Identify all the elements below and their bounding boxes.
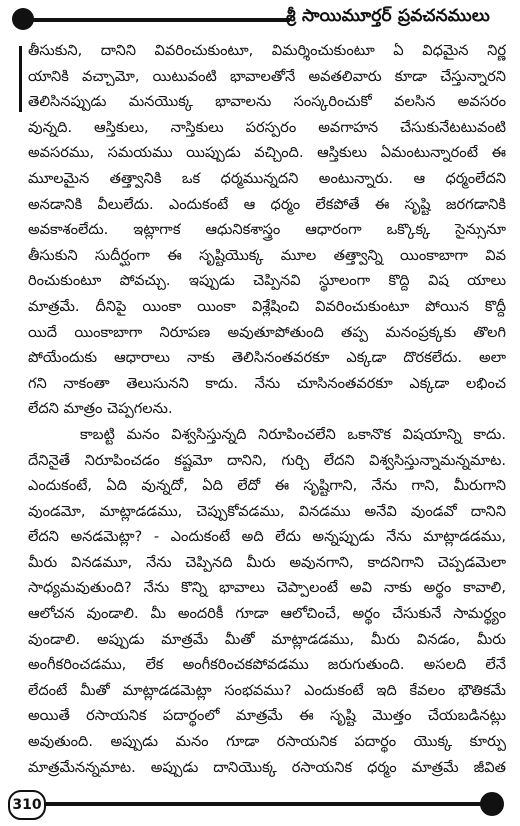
body-text: [28, 38, 506, 780]
text-line: అవుతుంది. అప్పుడు మనం గూడా రసాయనిక పదార్థం యొక్క కూర్పు: [28, 733, 506, 751]
text-line: లేదని మాత్రం చెప్పగలను.: [28, 400, 173, 418]
header-rule: [28, 18, 290, 22]
text-line: అవకాశంలేదు. ఇట్లాగాక ఆధునికశాస్త్రం ఆధారంగా ఒక్కొక్క సైన్సునూ: [28, 221, 506, 239]
text-line: తీసుకుని సుదీర్ఘంగా ఈ సృష్టియొక్క మూల తత్త్వాన్ని యింకాబాగా వివ: [28, 246, 506, 264]
margin-bar: [19, 46, 22, 112]
text-line: కాబట్టి మనం విశ్వసిస్తున్నది నిరూపించలేని ఒకానొక విషయాన్ని కాదు.: [80, 425, 506, 443]
text-line: అవసరము, సమయము యిప్పుడు వచ్చింది. ఆస్తికులు ఏమంటున్నారంటే ఈ: [28, 144, 506, 162]
paragraph-2: [28, 422, 506, 780]
text-line: ఎందుకంటే, ఏది వున్నదో, ఏది లేదో ఈ సృష్టిగాని, నేను గాని, మీరుగాని: [28, 477, 506, 495]
text-line: మాత్రమే. దీనిపై యింకా యింకా విశ్లేషించి వివరించుకుంటూ పోయిన కొద్దీ: [28, 297, 506, 315]
text-line: ఆలోచన వుండాలి. మీ అందరికీ గూడా ఆలోచించే, అర్థం చేసుకునే సామర్థ్యం: [28, 605, 506, 623]
text-line: తీసుకుని, దానిని వివరించుకుంటూ, విమర్శించుకుంటూ ఏ విధమైన నిర్ణ: [28, 42, 506, 59]
text-line: లేదంటే మీతో మాట్లాడడమెట్లా సంభవము? ఎందుకంటే ఇది కేవలం భౌతికమే: [28, 681, 506, 699]
page-footer: [0, 776, 520, 826]
text-line: యిదే యింకాబాగా నిరూపణ అవుతూపోతుంది తప్ప మనంప్రక్కకు తొలగి: [28, 323, 506, 341]
text-line: అంగీకరించడము, లేక అంగీకరించకపోవడము జరుగుతుంది. అసలది లేనే: [28, 656, 506, 674]
text-line: వున్నది. ఆస్తికులు, నాస్తికులు పరస్పరం అవగాహన చేసుకునేటటువంటి: [28, 118, 506, 136]
page-number: 310: [8, 790, 46, 820]
footer-ornament-dot: [480, 792, 504, 816]
text-line: మీరు వినడమూ, నేను చెప్పినది మీరు అవునగాని, కాదనిగాని చెప్పడమెలా: [28, 553, 506, 571]
text-line: పోయేందుకు ఆధారాలు నాకు తెలిసినంతవరకూ ఎక్కడా దొరకలేదు. అలా: [28, 349, 506, 367]
text-line: అనడానికి వీలులేదు. ఎందుకంటే ఆ ధర్మం లేకపోతే ఈ సృష్టి జరగడానికి: [28, 195, 506, 213]
text-line: తెలిసినప్పుడు మనయొక్క భావాలను సంస్కరించుకో వలసిన అవసరం: [28, 93, 506, 111]
text-line: మూలమైన తత్త్వానికి ఒక ధర్మమున్నదని అంటున్నారు. ఆ ధర్మంలేదని: [28, 169, 506, 187]
text-line: గని నాకంతా తెలుసునని కాదు. నేను చూసినంతవరకూ ఎక్కడా లభించ: [28, 374, 506, 392]
text-line: వుండాలి. అప్పుడు మాత్రమే మీతో మాట్లాడడము, మీరు వినడం, మీరు: [28, 630, 506, 648]
text-line: వుండమో, మాట్లాడడము, చెప్పుకోవడము, వినడము అనేవి వుండవో దానిని: [28, 502, 506, 520]
footer-rule: [46, 802, 486, 806]
paragraph-1: [28, 38, 506, 422]
text-line: రించుకుంటూ పోవచ్చు. ఇప్పుడు చెప్పినవి స్థూలంగా కొద్ది విష యాలు: [28, 272, 506, 290]
page-header: [0, 0, 520, 40]
text-line: సాధ్యమవుతుంది? నేను కొన్ని భావాలు చెప్పాలంటే అవి నాకు అర్థం కావాలి,: [28, 579, 506, 597]
text-line: దేనినైతే నిరూపించడం కష్టమో దానిని, గుర్చి లేదని విశ్వసిస్తున్నామన్నమాట.: [28, 451, 506, 469]
text-line: అయితే రసాయనిక పదార్థంలో మాత్రమే ఈ సృష్టి మొత్తం చేయబడినట్లు: [28, 707, 506, 725]
running-title: శ్రీ సాయిమూర్తర్ ప్రవచనములు: [286, 6, 490, 26]
text-line: మాత్రమేనన్నమాట. అప్పుడు దానియొక్క రసాయనిక ధర్మం మాత్రమే జీవిత: [28, 758, 506, 776]
text-line: యానికి వచ్చామో, యిటువంటి భావాలతోనే అవతలివారు కూడా చేస్తున్నారని: [28, 67, 506, 85]
text-line: లేదని అనడమెట్లా? - ఎందుకంటే అది లేదు అన్నప్పుడు నేను మాట్లాడడము,: [28, 528, 506, 546]
